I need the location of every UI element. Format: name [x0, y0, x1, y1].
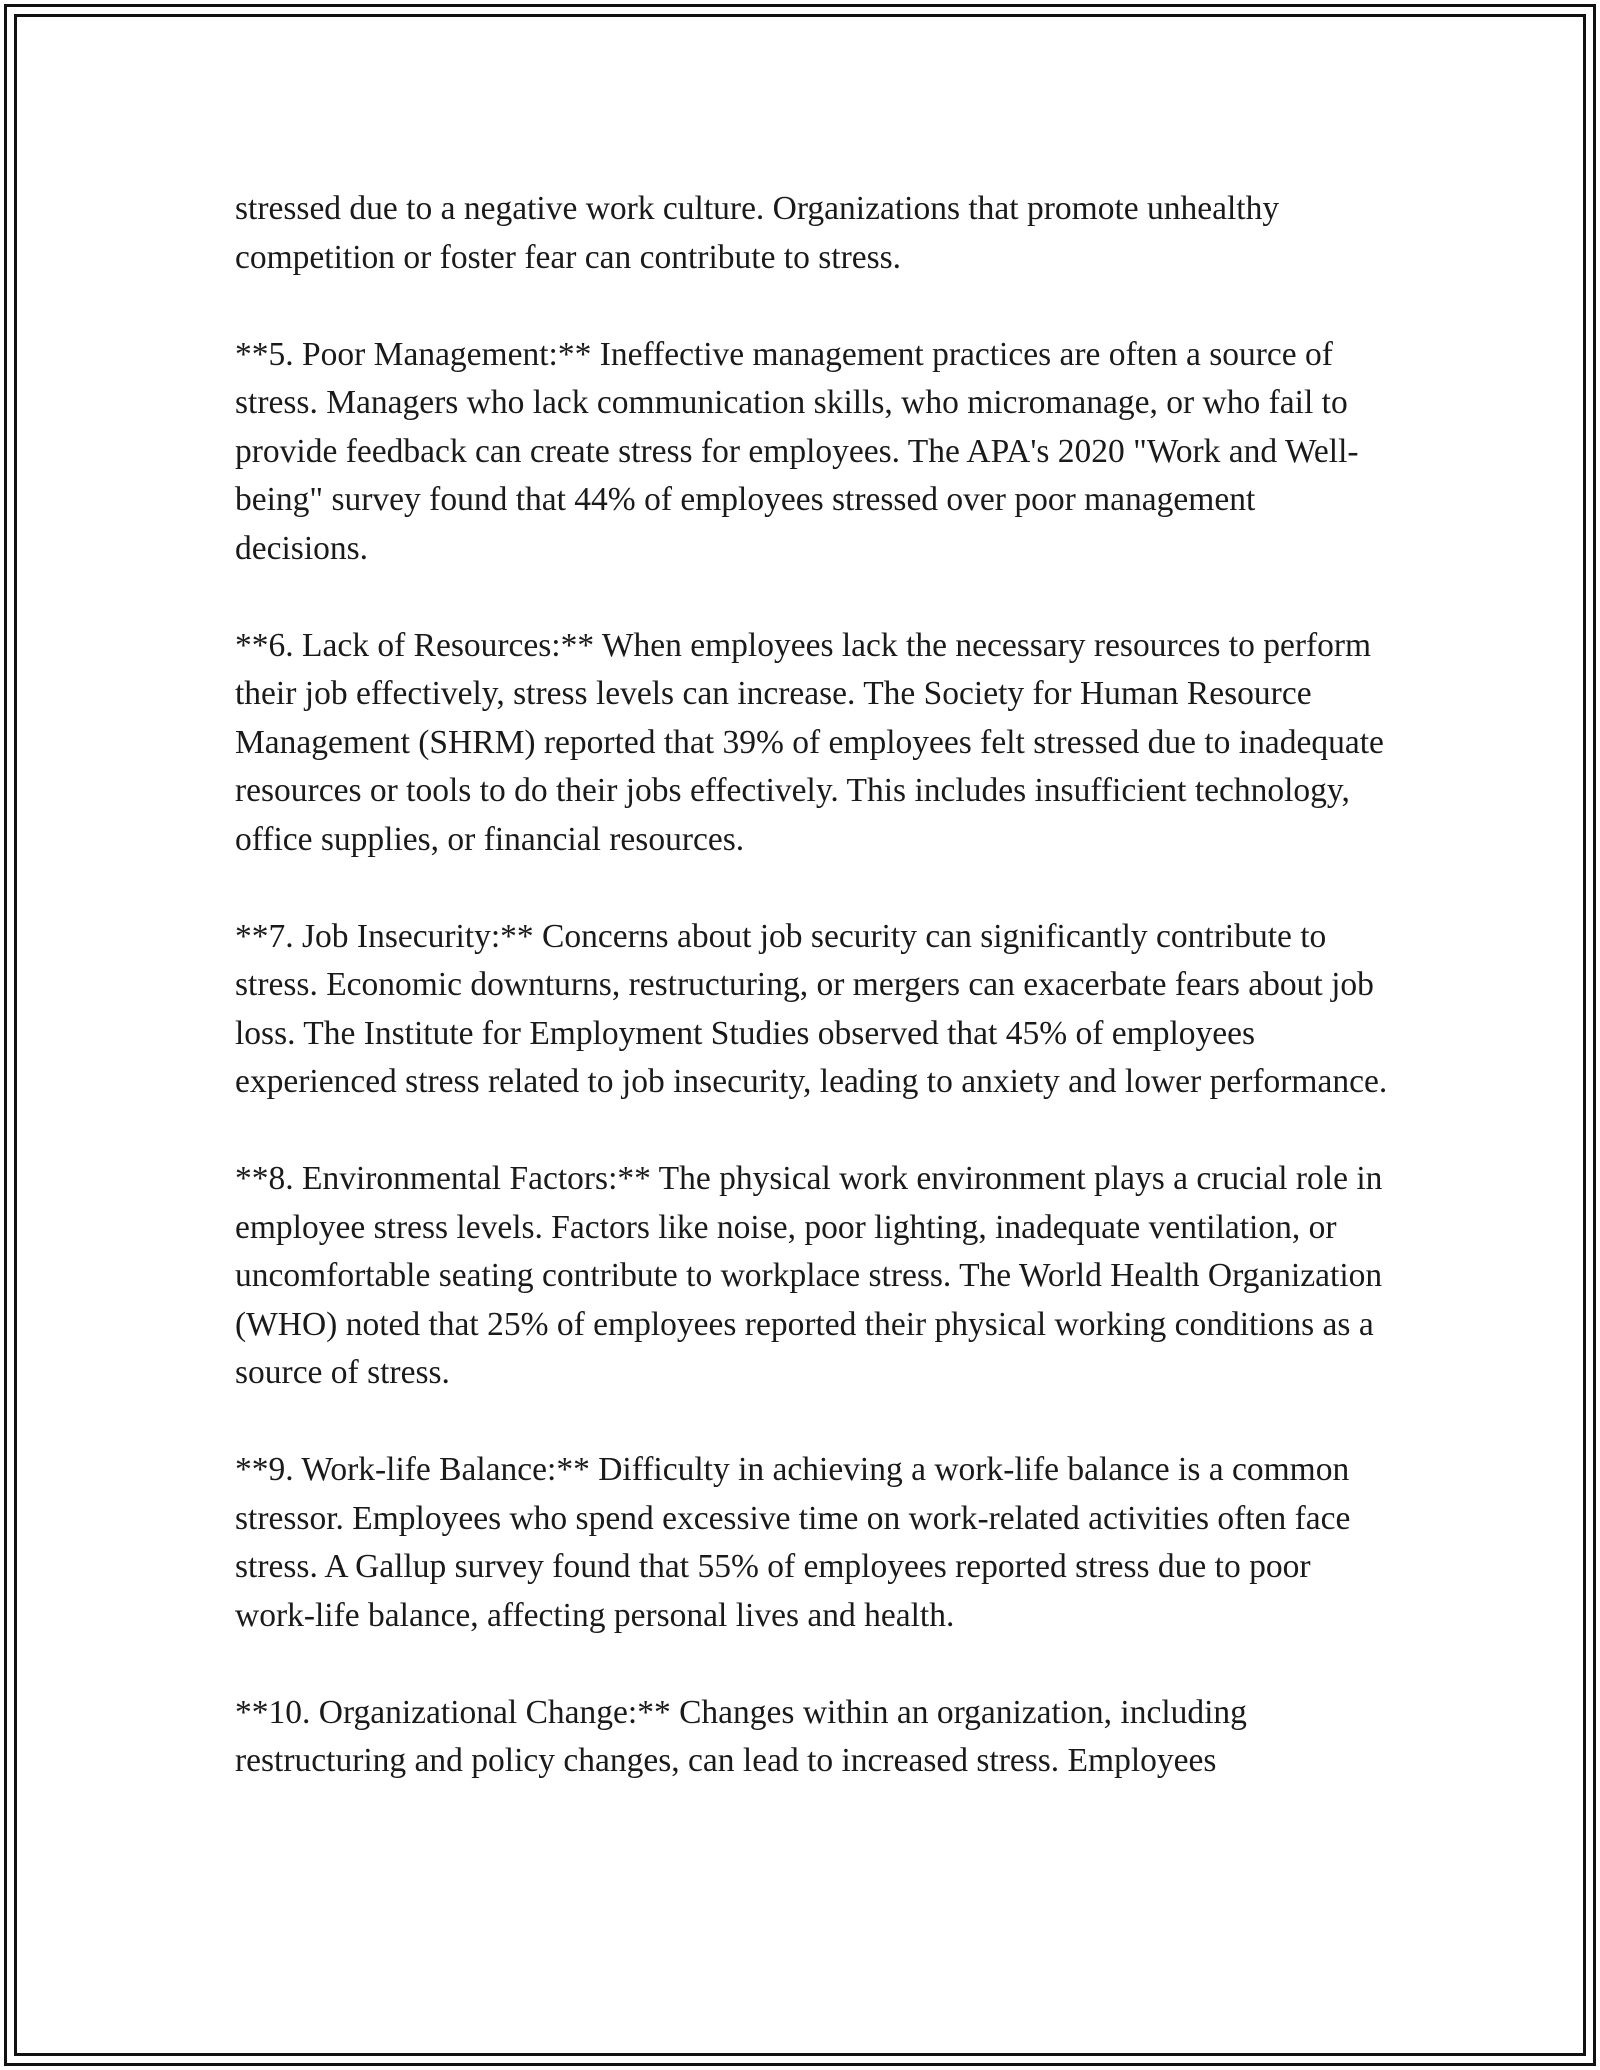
paragraph-environmental-factors: **8. Environmental Factors:** The physical work environment plays a crucial role in employee stress levels. Factors like noise, poor lighting, inadequate ventilation, or uncomfortable seating contribute to workplace stress. The World Health Organization (WHO) noted that 25% of employees reported their physical working conditions as a source of stress.	[235, 1160, 1383, 1391]
paragraph-job-insecurity: **7. Job Insecurity:** Concerns about job security can significantly contribute to stress. Economic downturns, restructuring, or mergers can exacerbate fears about job loss. The Institute for Employment Studies observed that 45% of employees experienced stress related to job insecurity, leading to anxiety and lower performance.	[235, 917, 1388, 1100]
paragraph-organizational-change: **10. Organizational Change:** Changes within an organization, including restructuring and policy changes, can lead to increased stress. Employees	[235, 1693, 1247, 1779]
document-body	[235, 185, 1395, 1786]
paragraph-work-life-balance: **9. Work-life Balance:** Difficulty in achieving a work-life balance is a common stressor. Employees who spend excessive time on work-related activities often face stress. A Gallup survey found that 55% of employees reported stress due to poor work-life balance, affecting personal lives and health.	[235, 1451, 1351, 1634]
paragraph-work-culture-continuation: stressed due to a negative work culture. Organizations that promote unhealthy competition or foster fear can contribute to stress.	[235, 190, 1280, 276]
paragraph-poor-management: **5. Poor Management:** Ineffective management practices are often a source of stress. Managers who lack communication skills, who micromanage, or who fail to provide feedback can create stress for employees. The APA's 2020 "Work and Well-being" survey found that 44% of employees stressed over poor management decisions.	[235, 335, 1359, 567]
paragraph-lack-of-resources: **6. Lack of Resources:** When employees lack the necessary resources to perform their job effectively, stress levels can increase. The Society for Human Resource Management (SHRM) reported that 39% of employees felt stressed due to inadequate resources or tools to do their jobs effectively. This includes insufficient technology, office supplies, or financial resources.	[235, 626, 1384, 858]
